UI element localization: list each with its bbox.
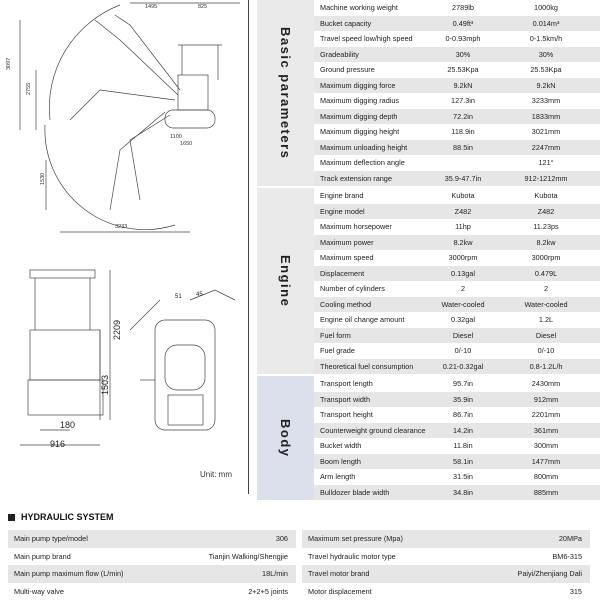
spec-row bbox=[314, 423, 600, 439]
spec-name: Arm length bbox=[320, 472, 356, 482]
hydraulic-value: 20MPa bbox=[558, 534, 582, 544]
spec-value: 34.8in bbox=[453, 487, 473, 497]
spec-name: Bucket width bbox=[320, 441, 362, 451]
spec-value: 2789lb bbox=[452, 3, 474, 13]
hydraulic-row bbox=[302, 530, 590, 548]
spec-name: Gradeability bbox=[320, 49, 359, 59]
spec-name: Maximum unloading height bbox=[320, 142, 408, 152]
spec-name: Travel speed low/high speed bbox=[320, 34, 413, 44]
hydraulic-name: Motor displacement bbox=[308, 586, 372, 596]
spec-row bbox=[314, 188, 600, 204]
spec-row bbox=[314, 343, 600, 359]
spec-value: 11.8in bbox=[453, 441, 473, 451]
spec-value: Kubota bbox=[451, 191, 475, 201]
spec-value: 0.32gal bbox=[451, 315, 475, 325]
spec-value: Z482 bbox=[454, 206, 472, 216]
spec-name: Fuel form bbox=[320, 330, 351, 340]
section-rows bbox=[314, 376, 600, 500]
spec-row bbox=[314, 219, 600, 235]
hydraulic-table-left bbox=[8, 530, 296, 600]
hydraulic-name: Main pump maximum flow (L/min) bbox=[14, 569, 124, 579]
section-label-text: Body bbox=[278, 418, 293, 458]
spec-value: 0-1.5km/h bbox=[529, 34, 563, 44]
section-rows bbox=[314, 0, 600, 186]
spec-row bbox=[314, 78, 600, 94]
spec-row bbox=[314, 266, 600, 282]
spec-value: 1477mm bbox=[531, 456, 561, 466]
spec-name: Ground pressure bbox=[320, 65, 375, 75]
excavator-drawing bbox=[0, 0, 248, 494]
spec-value: 30% bbox=[455, 49, 471, 59]
spec-value: 8.2kw bbox=[536, 237, 556, 247]
spec-name: Engine oil change amount bbox=[320, 315, 405, 325]
spec-value: 35.9-47.7in bbox=[444, 173, 482, 183]
dim-3097: 3097 bbox=[6, 57, 12, 70]
hydraulic-value: 306 bbox=[275, 534, 288, 544]
hydraulic-value: 18L/min bbox=[262, 569, 288, 579]
spec-value: Diesel bbox=[535, 330, 557, 340]
spec-value: 800mm bbox=[533, 472, 559, 482]
spec-value: Diesel bbox=[452, 330, 474, 340]
spec-value: Z482 bbox=[537, 206, 555, 216]
spec-row bbox=[314, 109, 600, 125]
spec-name: Number of cylinders bbox=[320, 284, 385, 294]
spec-row bbox=[314, 485, 600, 501]
plan-angle-51: 51 bbox=[175, 294, 182, 300]
spec-value: 127.3in bbox=[451, 96, 475, 106]
hydraulic-row bbox=[8, 565, 296, 583]
spec-name: Maximum horsepower bbox=[320, 222, 392, 232]
spec-value: 8.2kw bbox=[453, 237, 473, 247]
spec-value: 0.21-0.32gal bbox=[442, 361, 484, 371]
spec-value: 0.13gal bbox=[451, 268, 475, 278]
spec-value: 9.2kN bbox=[536, 80, 556, 90]
spec-name: Maximum deflection angle bbox=[320, 158, 405, 168]
spec-value: Water-cooled bbox=[524, 299, 568, 309]
spec-name: Displacement bbox=[320, 268, 365, 278]
spec-value: Kubota bbox=[534, 191, 558, 201]
spec-row bbox=[314, 204, 600, 220]
dim-1503: 1503 bbox=[100, 374, 110, 395]
spec-value: 95.7in bbox=[453, 379, 473, 389]
hydraulic-name: Maximum set pressure (Mpa) bbox=[308, 534, 403, 544]
spec-value: 912-1212mm bbox=[524, 173, 568, 183]
spec-name: Counterweight ground clearance bbox=[320, 425, 426, 435]
spec-value: 361mm bbox=[533, 425, 559, 435]
hydraulic-row bbox=[302, 583, 590, 600]
dim-1650: 1650 bbox=[180, 141, 193, 147]
spec-name: Machine working weight bbox=[320, 3, 398, 13]
spec-name: Transport width bbox=[320, 394, 371, 404]
hydraulic-row bbox=[8, 530, 296, 548]
dim-3233: 3233 bbox=[115, 224, 128, 230]
spec-value: 912mm bbox=[533, 394, 559, 404]
spec-row bbox=[314, 376, 600, 392]
hydraulic-name: Travel motor brand bbox=[308, 569, 370, 579]
spec-row bbox=[314, 469, 600, 485]
dim-1100: 1100 bbox=[170, 134, 182, 140]
hydraulic-value: BM6-315 bbox=[552, 551, 582, 561]
section-label bbox=[257, 376, 314, 500]
hydraulic-table-right bbox=[302, 530, 590, 600]
spec-name: Track extension range bbox=[320, 173, 392, 183]
dim-916: 916 bbox=[50, 439, 66, 449]
spec-row bbox=[314, 328, 600, 344]
hydraulic-name: Main pump brand bbox=[14, 551, 71, 561]
spec-value: 3000rpm bbox=[531, 253, 561, 263]
spec-row bbox=[314, 392, 600, 408]
unit-label: Unit: mm bbox=[200, 470, 232, 479]
spec-value: Water-cooled bbox=[441, 299, 485, 309]
spec-value: 3233mm bbox=[531, 96, 561, 106]
hydraulic-name: Main pump type/model bbox=[14, 534, 88, 544]
hydraulic-row bbox=[302, 548, 590, 566]
spec-name: Maximum digging height bbox=[320, 127, 400, 137]
spec-value: 25.53Kpa bbox=[530, 65, 562, 75]
hydraulic-name: Multi-way valve bbox=[14, 586, 64, 596]
spec-name: Bulldozer blade width bbox=[320, 487, 390, 497]
spec-value: 1833mm bbox=[531, 111, 561, 121]
hydraulic-title-text: HYDRAULIC SYSTEM bbox=[21, 512, 114, 522]
spec-row bbox=[314, 31, 600, 47]
spec-row bbox=[314, 171, 600, 187]
spec-value: 88.5in bbox=[453, 142, 473, 152]
spec-value: 11.23ps bbox=[533, 222, 559, 232]
spec-value: 2201mm bbox=[531, 410, 561, 420]
spec-value: 0.49ft³ bbox=[452, 18, 474, 28]
hydraulic-row bbox=[8, 583, 296, 600]
spec-row bbox=[314, 93, 600, 109]
spec-section bbox=[257, 376, 600, 500]
spec-value: 35.9in bbox=[453, 394, 473, 404]
section-label-text: Basic parameters bbox=[278, 26, 293, 160]
spec-value: 3021mm bbox=[531, 127, 561, 137]
dim-1495: 1495 bbox=[145, 4, 158, 10]
spec-row bbox=[314, 438, 600, 454]
spec-row bbox=[314, 250, 600, 266]
spec-row bbox=[314, 16, 600, 32]
spec-value: 121° bbox=[538, 158, 554, 168]
spec-name: Maximum speed bbox=[320, 253, 374, 263]
square-bullet-icon bbox=[8, 514, 15, 521]
spec-value: 118.9in bbox=[451, 127, 475, 137]
spec-value: 2 bbox=[460, 284, 466, 294]
spec-row bbox=[314, 407, 600, 423]
hydraulic-value: 2+2+5 joints bbox=[248, 586, 288, 596]
spec-row bbox=[314, 0, 600, 16]
spec-value: 1.2L bbox=[538, 315, 554, 325]
spec-name: Engine model bbox=[320, 206, 365, 216]
spec-value: 0/-10 bbox=[537, 346, 555, 356]
spec-name: Maximum power bbox=[320, 237, 374, 247]
spec-name: Transport length bbox=[320, 379, 373, 389]
spec-name: Maximum digging radius bbox=[320, 96, 400, 106]
spec-value: 30% bbox=[538, 49, 554, 59]
dim-180: 180 bbox=[60, 420, 76, 430]
spec-value: 31.5in bbox=[453, 472, 473, 482]
technical-drawing bbox=[0, 0, 249, 494]
hydraulic-name: Travel hydraulic motor type bbox=[308, 551, 396, 561]
dim-2209: 2209 bbox=[112, 319, 122, 340]
section-label-text: Engine bbox=[278, 254, 293, 308]
dim-1530: 1530 bbox=[40, 172, 46, 185]
spec-value: 3000rpm bbox=[448, 253, 478, 263]
spec-value: 72.2in bbox=[453, 111, 473, 121]
section-label bbox=[257, 188, 314, 374]
spec-name: Engine brand bbox=[320, 191, 364, 201]
spec-name: Boom length bbox=[320, 456, 361, 466]
spec-value: 58.1in bbox=[453, 456, 473, 466]
spec-table bbox=[257, 0, 600, 497]
hydraulic-value: 315 bbox=[569, 586, 582, 596]
spec-value: 14.2in bbox=[453, 425, 473, 435]
spec-value: 86.7in bbox=[453, 410, 473, 420]
section-rows bbox=[314, 188, 600, 374]
hydraulic-value: Tianjin Walking/Shengjie bbox=[208, 551, 288, 561]
hydraulic-row bbox=[8, 548, 296, 566]
spec-row bbox=[314, 62, 600, 78]
spec-row bbox=[314, 155, 600, 171]
spec-section bbox=[257, 188, 600, 374]
spec-value: 25.53Kpa bbox=[447, 65, 479, 75]
spec-value: 2430mm bbox=[531, 379, 561, 389]
spec-value: 2 bbox=[543, 284, 549, 294]
spec-value: 300mm bbox=[533, 441, 559, 451]
spec-row bbox=[314, 47, 600, 63]
spec-row bbox=[314, 235, 600, 251]
hydraulic-title bbox=[8, 512, 114, 522]
spec-value: 0.479L bbox=[534, 268, 558, 278]
spec-row bbox=[314, 281, 600, 297]
spec-name: Maximum digging force bbox=[320, 80, 396, 90]
spec-row bbox=[314, 312, 600, 328]
hydraulic-row bbox=[302, 565, 590, 583]
spec-value: 0-0.93mph bbox=[445, 34, 481, 44]
dim-825: 825 bbox=[198, 4, 208, 10]
plan-angle-45: 45 bbox=[196, 292, 203, 298]
spec-row bbox=[314, 140, 600, 156]
spec-row bbox=[314, 454, 600, 470]
spec-row bbox=[314, 359, 600, 375]
spec-value: 1000kg bbox=[534, 3, 558, 13]
spec-value: 885mm bbox=[533, 487, 559, 497]
spec-name: Transport height bbox=[320, 410, 373, 420]
spec-value: 9.2kN bbox=[453, 80, 473, 90]
spec-name: Bucket capacity bbox=[320, 18, 372, 28]
spec-value: 0.014m³ bbox=[532, 18, 560, 28]
section-label bbox=[257, 0, 314, 186]
spec-row bbox=[314, 124, 600, 140]
spec-section bbox=[257, 0, 600, 186]
spec-name: Maximum digging depth bbox=[320, 111, 398, 121]
spec-value: 11hp bbox=[455, 222, 471, 232]
spec-value: 0.8-1.2L/h bbox=[529, 361, 563, 371]
spec-name: Cooling method bbox=[320, 299, 372, 309]
spec-row bbox=[314, 297, 600, 313]
spec-value: 0/-10 bbox=[454, 346, 472, 356]
spec-value: 2247mm bbox=[531, 142, 561, 152]
spec-name: Theoretical fuel consumption bbox=[320, 361, 414, 371]
dim-2755: 2755 bbox=[26, 82, 32, 95]
spec-name: Fuel grade bbox=[320, 346, 355, 356]
hydraulic-value: Paiyi/Zhenjiang Dali bbox=[517, 569, 582, 579]
